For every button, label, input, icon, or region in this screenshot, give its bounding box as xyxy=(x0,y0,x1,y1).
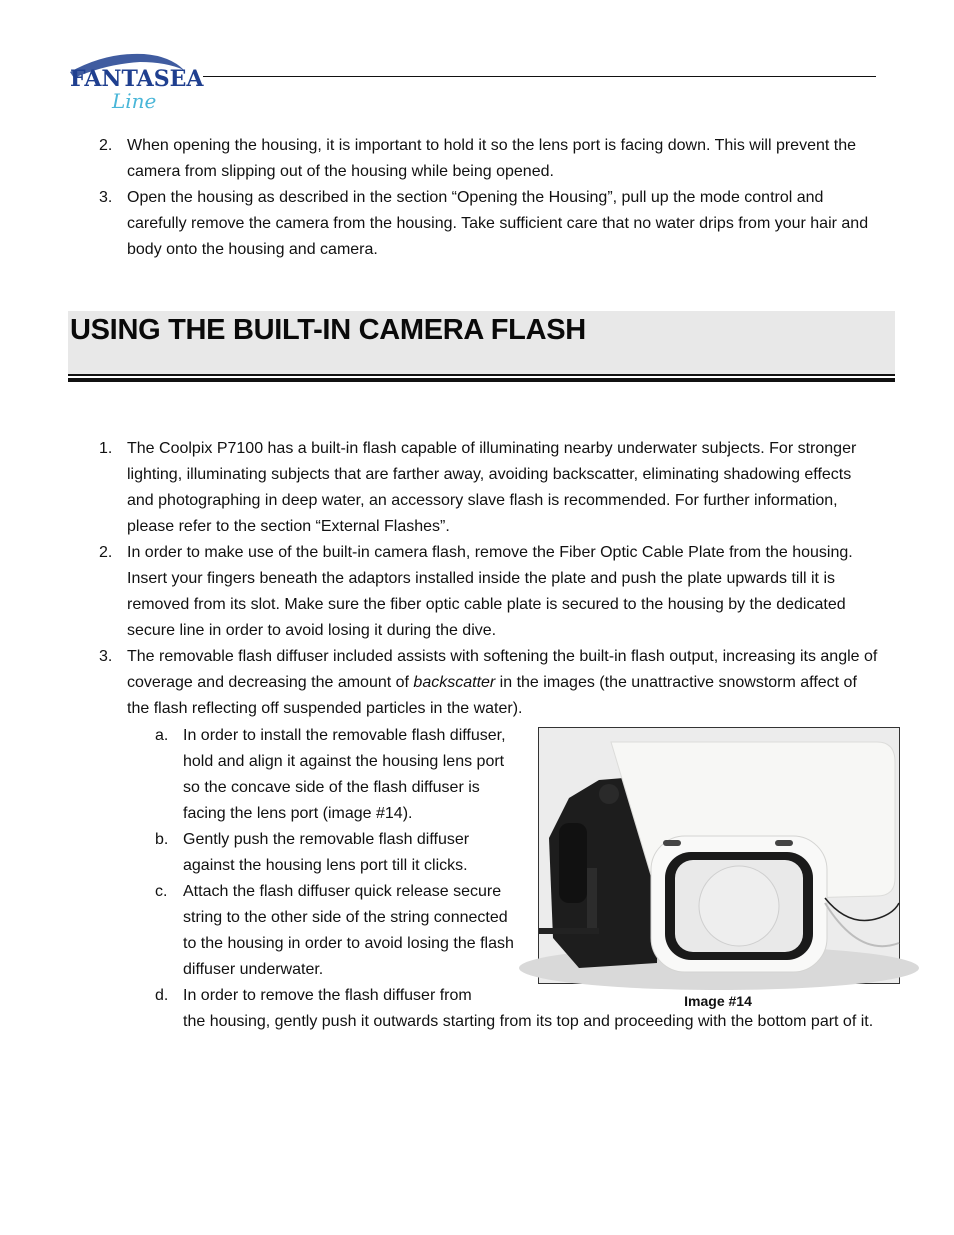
substep-letter: a. xyxy=(155,727,169,744)
substep-text: Attach the flash diffuser quick release secure string to the other side of the string connected to the housing in order to avoid losing the flash diffuser underwater. xyxy=(183,883,514,978)
substep-letter: c. xyxy=(155,883,168,900)
list-item xyxy=(0,133,879,185)
housing-with-diffuser-photo xyxy=(539,728,899,983)
list-item xyxy=(0,827,523,879)
image-14-figure xyxy=(538,727,900,984)
section-divider-thin xyxy=(68,374,895,376)
step-number: 3. xyxy=(99,648,113,665)
step-text: In order to make use of the built-in camera flash, remove the Fiber Optic Cable Plate from the housing. Insert your fingers beneath the adaptors installed inside the plate and push the plate upwards till it is removed from its slot. Make sure the fiber optic cable plate is secured to the housing by the dedicated secure line in order to avoid losing it during the dive. xyxy=(127,544,853,639)
step-text-emphasis: backscatter xyxy=(413,674,496,691)
logo-wordmark: FANTASEA xyxy=(70,66,204,92)
logo-subtitle: Line xyxy=(112,89,157,113)
step-text-part: The removable flash diffuser included assists with softening the built-in flash output, increasing its angle of coverage and decreasing the amount of xyxy=(127,648,878,691)
fantasea-logo-graphic xyxy=(66,44,204,114)
substep-letter: b. xyxy=(155,831,169,848)
step-text-part: in the images (the unattractive snowstorm affect of the flash reflecting off suspended particles in the water). xyxy=(127,674,857,717)
intro-steps-list xyxy=(0,133,954,263)
section-title: USING THE BUILT-IN CAMERA FLASH xyxy=(70,314,586,346)
substep-text-first-line: In order to remove the flash diffuser from xyxy=(183,987,472,1004)
list-item xyxy=(0,879,523,983)
header-divider xyxy=(203,76,876,77)
substep-text: In order to install the removable flash diffuser, hold and align it against the housing lens port so the concave side of the flash diffuser is facing the lens port (image #14). xyxy=(183,727,506,822)
step-text: Open the housing as described in the section “Opening the Housing”, pull up the mode control and carefully remove the camera from the housing. Take sufficient care that no water drips from your hair and body onto the housing and camera. xyxy=(127,189,869,258)
substep-text: Gently push the removable flash diffuser against the housing lens port till it clicks. xyxy=(183,831,470,874)
step-number: 1. xyxy=(99,440,113,457)
list-item xyxy=(0,723,523,827)
list-item xyxy=(0,983,883,1035)
list-item xyxy=(0,644,879,722)
substep-letter: d. xyxy=(155,987,169,1004)
step-number: 3. xyxy=(99,189,113,206)
step-number: 2. xyxy=(99,137,113,154)
list-item xyxy=(0,436,879,540)
list-item xyxy=(0,540,879,644)
substep-text-rest: the housing, gently push it outwards starting from its top and proceeding with the bottom part of it. xyxy=(183,1013,874,1030)
step-text xyxy=(127,648,877,717)
step-text: The Coolpix P7100 has a built-in flash capable of illuminating nearby underwater subjects. For stronger lighting, illuminating subjects that are farther away, avoiding backscatter, eliminating shadowing effects and photographing in deep water, an accessory slave flash is recommended. For further information, please refer to the section “External Flashes”. xyxy=(127,440,857,535)
flash-steps-list xyxy=(0,436,954,722)
step-number: 2. xyxy=(99,544,113,561)
section-divider-thick xyxy=(68,378,895,382)
list-item xyxy=(0,185,879,263)
fantasea-logo xyxy=(66,44,204,114)
step-text: When opening the housing, it is important to hold it so the lens port is facing down. This will prevent the camera from slipping out of the housing while being opened. xyxy=(127,137,856,180)
figure-caption: Image #14 xyxy=(684,993,752,1009)
